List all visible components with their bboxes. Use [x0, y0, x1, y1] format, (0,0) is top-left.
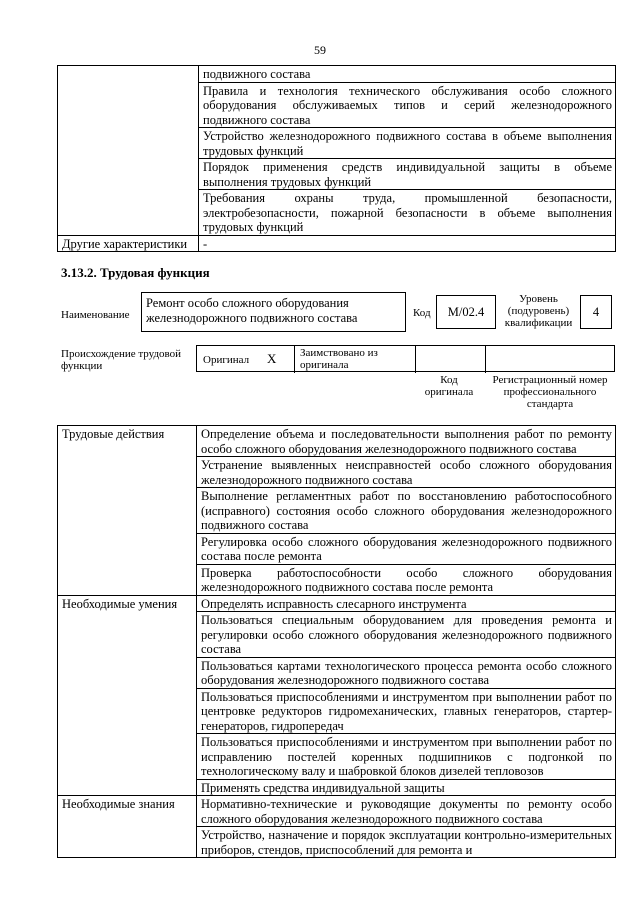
code-value: M/02.4: [447, 305, 485, 319]
group-label: Трудовые действия: [58, 426, 197, 596]
table-row: Пользоваться картами технологического процесса ремонта особо сложного оборудования железнодорожного подвижного состава: [197, 657, 616, 688]
top-table-row: Правила и технология технического обслуживания особо сложного оборудования обслуживаемых типов и серий железнодорожного подвижного состава: [199, 82, 616, 128]
table-row: Пользоваться приспособлениями и инструментом при выполнении работ по исправлению постелей коренных подшипников с подгонкой по технологическому валу и шабровкой блоков дизелей тепловозов: [197, 734, 616, 780]
table-row: Определение объема и последовательности выполнения работ по ремонту особо сложного оборудования железнодорожного подвижного состава: [197, 426, 616, 457]
group-label: Необходимые умения: [58, 595, 197, 796]
origin-boxes: [196, 345, 615, 372]
code-original-label: Код оригинала: [424, 374, 474, 398]
name-label: Наименование: [61, 309, 130, 321]
name-value-box: [141, 292, 406, 332]
original-mark: X: [267, 351, 277, 366]
top-table-row: Требования охраны труда, промышленной безопасности, электробезопасности, пожарной безопасности в объеме выполнения трудовых функций: [199, 190, 616, 236]
other-characteristics-value: -: [199, 235, 616, 252]
other-characteristics-label: Другие характеристики: [58, 235, 199, 252]
code-value-box: [436, 295, 496, 329]
top-table: [57, 65, 616, 252]
table-row: Регулировка особо сложного оборудования железнодорожного подвижного состава после ремонта: [197, 533, 616, 564]
table-row: Определять исправность слесарного инструмента: [197, 595, 616, 612]
top-table-label-cell: [58, 66, 199, 236]
top-table-row: Устройство железнодорожного подвижного состава в объеме выполнения трудовых функций: [199, 128, 616, 159]
divider: [485, 346, 486, 373]
table-row: Применять средства индивидуальной защиты: [197, 779, 616, 796]
table-row: Проверка работоспособности особо сложного оборудования железнодорожного подвижного состава после ремонта: [197, 564, 616, 595]
origin-label: Происхождение трудовой функции: [61, 348, 182, 372]
page-number: 59: [314, 43, 326, 57]
table-row: Пользоваться специальным оборудованием для проведения ремонта и регулировки особо сложного оборудования железнодорожного подвижного состава: [197, 612, 616, 658]
table-row: Выполнение регламентных работ по восстановлению работоспособного (исправного) состояния особо сложного оборудования железнодорожного подвижного состава: [197, 488, 616, 534]
level-value: 4: [592, 305, 600, 319]
group-label: Необходимые знания: [58, 796, 197, 858]
main-table: [57, 425, 616, 858]
code-label: Код: [413, 307, 431, 319]
top-table-row: Порядок применения средств индивидуальной защиты в объеме выполнения трудовых функций: [199, 159, 616, 190]
divider: [415, 346, 416, 373]
level-value-box: [580, 295, 612, 329]
table-row: Пользоваться приспособлениями и инструментом при выполнении работ по центровке редукторов гидромеханических, главных генераторов, стартер-генераторов, гидропередач: [197, 688, 616, 734]
section-title: 3.13.2. Трудовая функция: [61, 265, 210, 280]
level-label: Уровень (подуровень) квалификации: [504, 293, 573, 329]
borrowed-label: Заимствовано из оригинала: [300, 347, 378, 371]
name-value: Ремонт особо сложного оборудования железнодорожного подвижного состава: [146, 296, 358, 325]
original-label: Оригинал: [203, 354, 250, 366]
table-row: Устранение выявленных неисправностей особо сложного оборудования железнодорожного подвижного состава: [197, 457, 616, 488]
reg-number-label: Регистрационный номер профессионального стандарта: [492, 374, 608, 410]
divider: [294, 346, 295, 373]
table-row: Нормативно-технические и руководящие документы по ремонту особо сложного оборудования железнодорожного подвижного состава: [197, 796, 616, 827]
top-table-row: подвижного состава: [199, 66, 616, 83]
table-row: Устройство, назначение и порядок эксплуатации контрольно-измерительных приборов, стендов, приспособлений для ремонта и: [197, 827, 616, 858]
